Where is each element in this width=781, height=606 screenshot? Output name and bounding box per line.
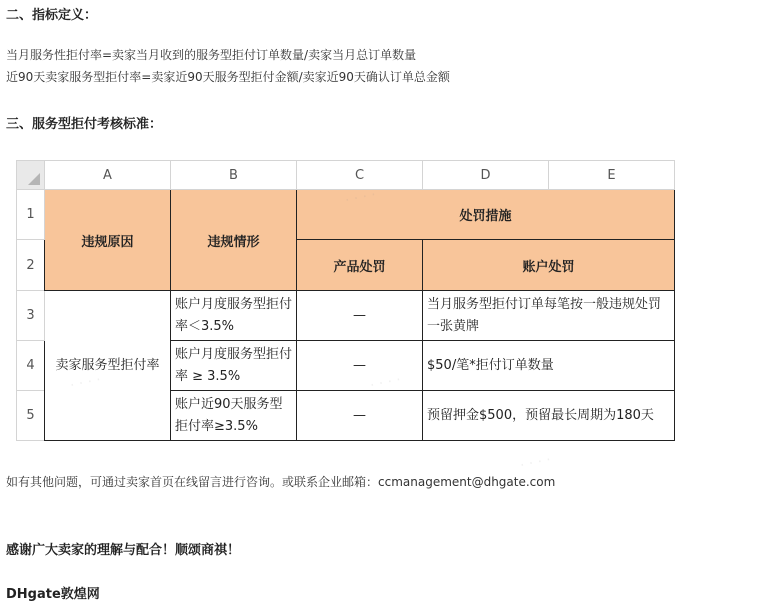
column-header-b[interactable]: B: [171, 161, 297, 190]
watermark: · · · ·: [518, 451, 553, 475]
penalty-table: [16, 160, 675, 441]
signature-text: DHgate敦煌网: [6, 587, 100, 602]
account-penalty-cell-2: $50/笔*拒付订单数量: [423, 341, 675, 391]
row-header-2[interactable]: 2: [17, 240, 45, 291]
header-product-penalty: 产品处罚: [297, 240, 423, 291]
column-header-e[interactable]: E: [549, 161, 675, 190]
account-penalty-cell-3: 预留押金$500，预留最长周期为180天: [423, 391, 675, 441]
account-penalty-cell-1: 当月服务型拒付订单每笔按一般违规处罚一张黄牌: [423, 291, 675, 341]
definition-90day-rate: 近90天卖家服务型拒付率=卖家近90天服务型拒付金额/卖家近90天确认订单总金额: [6, 70, 450, 84]
thanks-text: 感谢广大卖家的理解与配合！顺颂商祺！: [6, 543, 241, 558]
section3-title: 三、服务型拒付考核标准：: [6, 117, 163, 132]
header-situation: 违规情形: [171, 190, 297, 291]
header-reason: 违规原因: [45, 190, 171, 291]
row-header-1[interactable]: 1: [17, 190, 45, 240]
column-header-a[interactable]: A: [45, 161, 171, 190]
reason-cell: 卖家服务型拒付率: [45, 291, 171, 441]
column-header-c[interactable]: C: [297, 161, 423, 190]
contact-text: 如有其他问题，可通过卖家首页在线留言进行咨询。或联系企业邮箱：ccmanagement@dhgate.com: [6, 475, 556, 489]
situation-cell-2: 账户月度服务型拒付率 ≥ 3.5%: [171, 341, 297, 391]
select-all-corner[interactable]: [17, 161, 45, 190]
column-header-d[interactable]: D: [423, 161, 549, 190]
product-penalty-cell-2: —: [297, 341, 423, 391]
product-penalty-cell-1: —: [297, 291, 423, 341]
definition-monthly-rate: 当月服务性拒付率=卖家当月收到的服务型拒付订单数量/卖家当月总订单数量: [6, 48, 417, 62]
row-header-3[interactable]: 3: [17, 291, 45, 341]
product-penalty-cell-3: —: [297, 391, 423, 441]
situation-cell-3: 账户近90天服务型拒付率≥3.5%: [171, 391, 297, 441]
header-account-penalty: 账户处罚: [423, 240, 675, 291]
header-penalty: 处罚措施: [297, 190, 675, 240]
section2-title: 二、指标定义：: [6, 8, 98, 23]
row-header-4[interactable]: 4: [17, 341, 45, 391]
row-header-5[interactable]: 5: [17, 391, 45, 441]
situation-cell-1: 账户月度服务型拒付率＜3.5%: [171, 291, 297, 341]
